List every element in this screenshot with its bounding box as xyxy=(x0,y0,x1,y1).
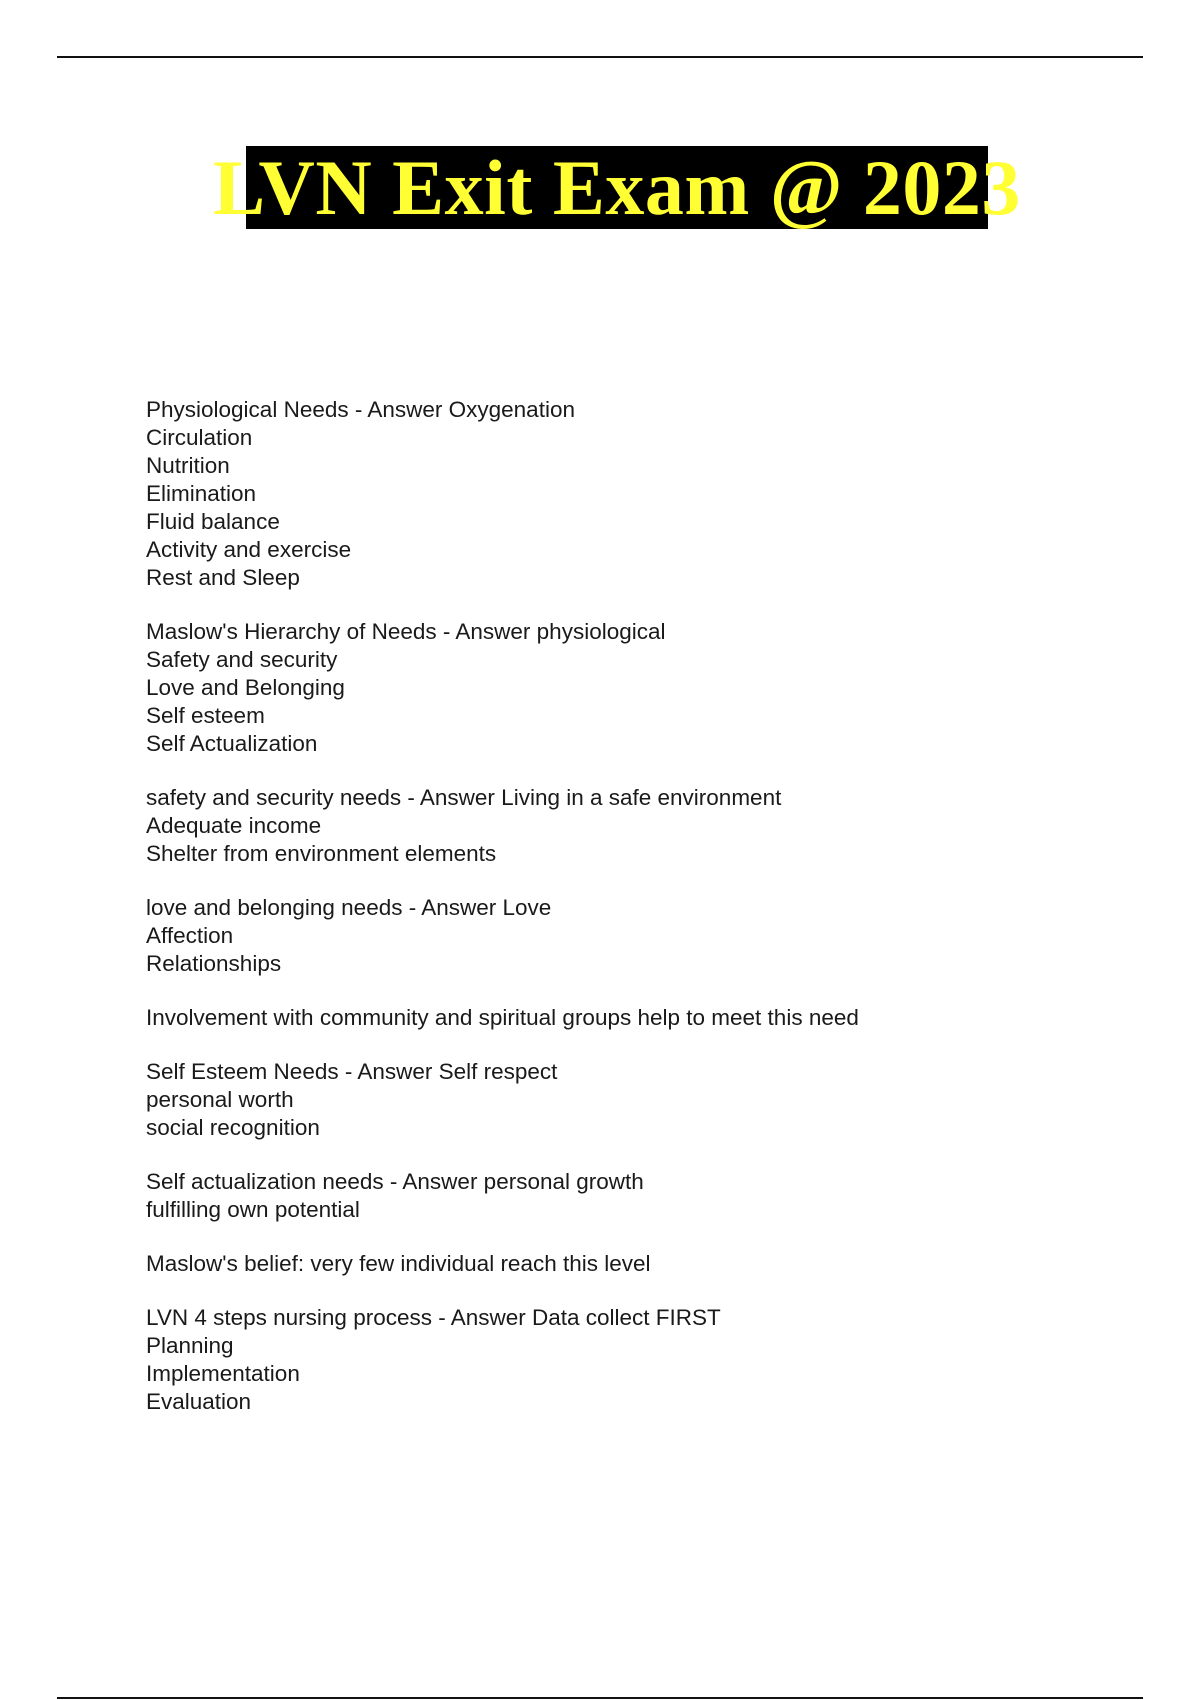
text-line: Nutrition xyxy=(146,453,230,478)
text-line: Activity and exercise xyxy=(146,537,352,562)
qa-block-self-actualization xyxy=(146,1168,1146,1224)
text-line: Safety and security xyxy=(146,647,338,672)
text-line: Elimination xyxy=(146,481,257,506)
text-line: Planning xyxy=(146,1333,234,1358)
document-title: LVN Exit Exam @ 2023 xyxy=(213,143,1021,231)
text-line: Rest and Sleep xyxy=(146,565,300,590)
text-line: fulfilling own potential xyxy=(146,1197,360,1222)
text-line: Self esteem xyxy=(146,703,265,728)
text-line: social recognition xyxy=(146,1115,320,1140)
text-line: Adequate income xyxy=(146,813,322,838)
qa-block-self-esteem xyxy=(146,1058,1146,1142)
qa-block-safety-security xyxy=(146,784,1146,868)
text-line: Involvement with community and spiritual groups help to meet this need xyxy=(146,1005,859,1030)
text-line: safety and security needs - Answer Living in a safe environment xyxy=(146,785,782,810)
text-line: Physiological Needs - Answer Oxygenation xyxy=(146,397,575,422)
bottom-rule xyxy=(57,1697,1143,1699)
text-line: love and belonging needs - Answer Love xyxy=(146,895,552,920)
note-maslow-belief xyxy=(146,1250,1146,1278)
text-line: Self actualization needs - Answer personal growth xyxy=(146,1169,644,1194)
text-line: Shelter from environment elements xyxy=(146,841,497,866)
text-line: Self Actualization xyxy=(146,731,318,756)
text-line: Implementation xyxy=(146,1361,300,1386)
text-line: Love and Belonging xyxy=(146,675,345,700)
text-line: Affection xyxy=(146,923,234,948)
qa-block-maslow-hierarchy xyxy=(146,618,1146,758)
text-line: Evaluation xyxy=(146,1389,252,1414)
text-line: Self Esteem Needs - Answer Self respect xyxy=(146,1059,558,1084)
document-body xyxy=(146,396,1146,1442)
top-rule xyxy=(57,56,1143,58)
qa-block-love-belonging xyxy=(146,894,1146,978)
text-line: Relationships xyxy=(146,951,282,976)
text-line: Maslow's Hierarchy of Needs - Answer physiological xyxy=(146,619,666,644)
text-line: Fluid balance xyxy=(146,509,280,534)
text-line: Circulation xyxy=(146,425,253,450)
note-community-involvement xyxy=(146,1004,1146,1032)
text-line: personal worth xyxy=(146,1087,294,1112)
text-line: LVN 4 steps nursing process - Answer Data collect FIRST xyxy=(146,1305,721,1330)
qa-block-physiological-needs xyxy=(146,396,1146,592)
qa-block-nursing-process xyxy=(146,1304,1146,1416)
text-line: Maslow's belief: very few individual reach this level xyxy=(146,1251,651,1276)
title-banner xyxy=(213,143,1021,231)
